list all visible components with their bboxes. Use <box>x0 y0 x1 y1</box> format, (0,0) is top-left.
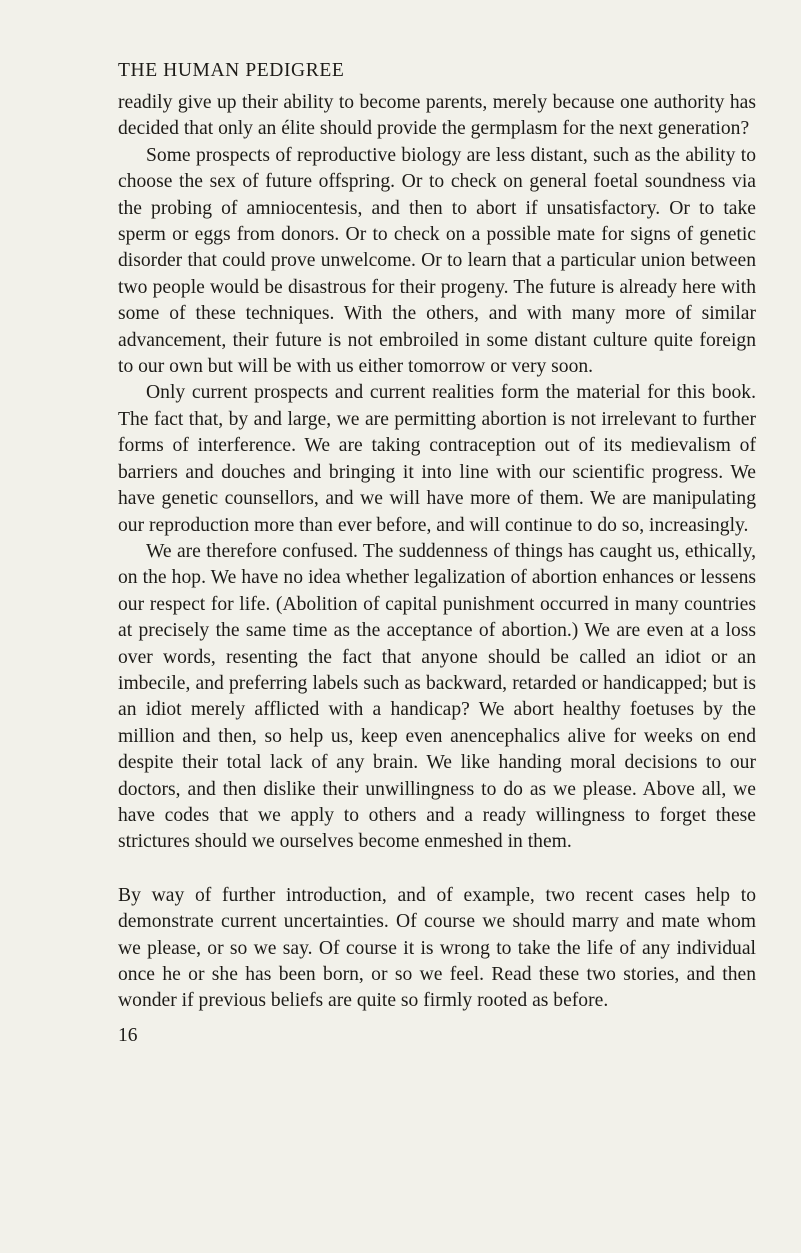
paragraph-continued: readily give up their ability to become parents, merely because one authority has decided that only an élite should provide the germplasm for the next generation? <box>118 92 756 140</box>
paragraph-current-realities: Only current prospects and current realities form the material for this book. The fact that, by and large, we are permitting abortion is not irrelevant to further forms of interference. We are taking contraception out of its medievalism of barriers and douches and bringing it into line with our scientific progress. We have genetic counsellors, and we will have more of them. We are manipulating our reproduction more than ever before, and will continue to do so, increasingly. <box>118 382 756 536</box>
running-head: THE HUMAN PEDIGREE <box>118 60 345 81</box>
paragraph-confusion: We are therefore confused. The suddenness of things has caught us, ethically, on the hop. We have no idea whether legalization of abortion enhances or lessens our respect for life. (Abolition of capital punishment occurred in many countries at precisely the same time as the acceptance of abortion.) We are even at a loss over words, resenting the fact that anyone should be called an idiot or an imbecile, and preferring labels such as backward, retarded or handicapped; but is an idiot merely afflicted with a handicap? We abort healthy foetuses by the million and then, so help us, keep even anencephalics alive for weeks on end despite their total lack of any brain. We like handing moral decisions to our doctors, and then dislike their unwillingness to do as we please. Above all, we have codes that we apply to others and a ready willingness to forget these strictures should we ourselves become enmeshed in them. <box>118 540 756 853</box>
body-text <box>118 90 756 1015</box>
paragraph-introduction-cases: By way of further introduction, and of example, two recent cases help to demonstrate current uncertainties. Of course we should marry and mate whom we please, or so we say. Of course it is wrong to take the life of any individual once he or she has been born, or so we feel. Read these two stories, and then wonder if previous beliefs are quite so firmly rooted as before. <box>118 884 756 1012</box>
paragraph-reproductive-prospects: Some prospects of reproductive biology are less distant, such as the ability to choose the sex of future offspring. Or to check on general foetal soundness via the probing of amniocentesis, and then to abort if unsatisfactory. Or to take sperm or eggs from donors. Or to check on a possible mate for signs of genetic disorder that could prove unwelcome. Or to learn that a particular union between two people would be disastrous for their progeny. The future is already here with some of these techniques. With the others, and with many more of similar advancement, their future is not embroiled in some distant culture quite foreign to our own but will be with us either tomorrow or very soon. <box>118 144 756 378</box>
page-number: 16 <box>118 1024 138 1046</box>
book-page <box>118 58 756 1049</box>
